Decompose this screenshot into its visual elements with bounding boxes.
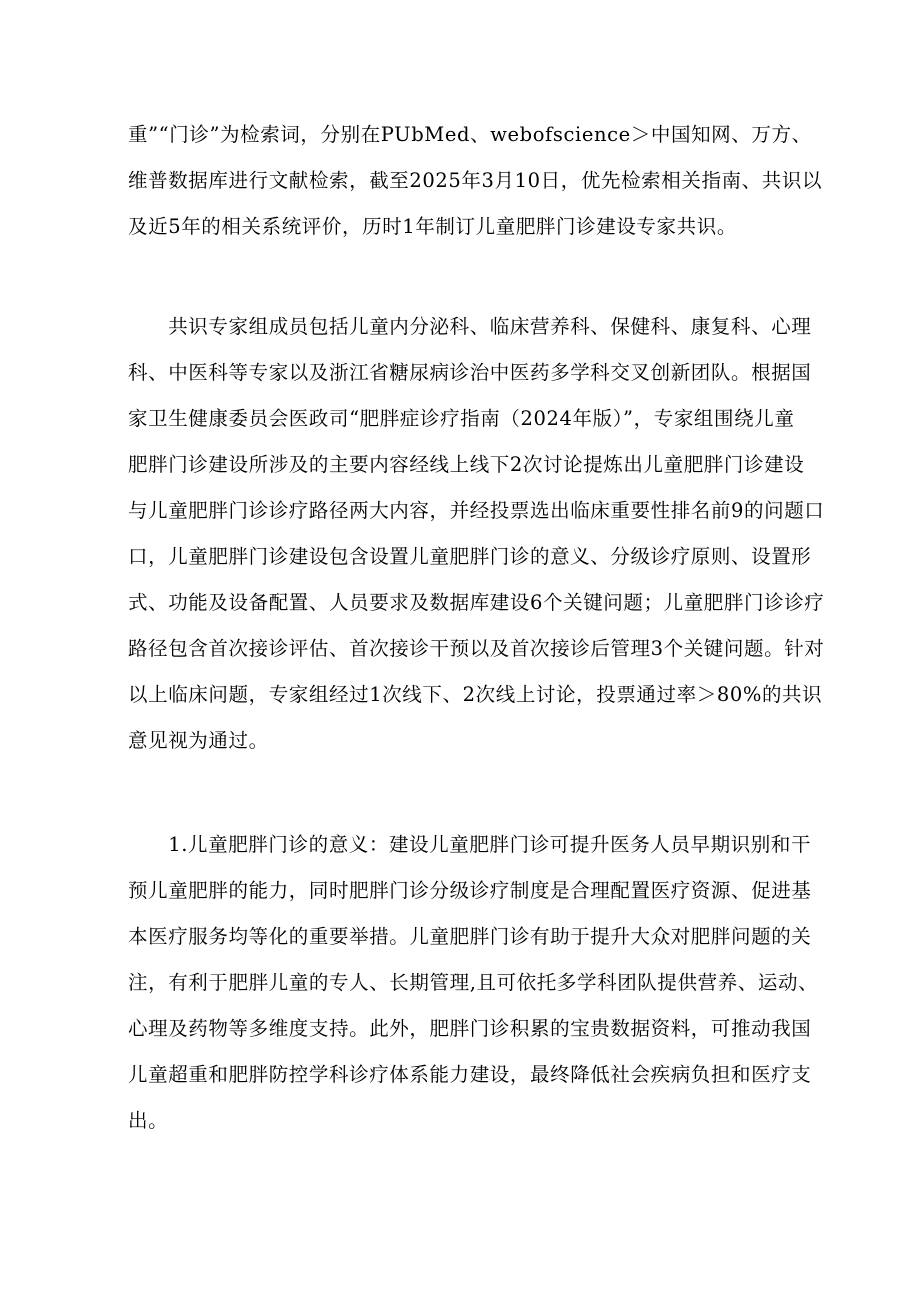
text-line: 儿童超重和肥胖防控学科诊疗体系能力建设，最终降低社会疾病负担和医疗支 [128,1063,812,1086]
paragraph-search-method [128,112,828,250]
text-line: 及近5年的相关系统评价，历时1年制订儿童肥胖门诊建设专家共识。 [128,215,737,238]
text-line: 肥胖门诊建设所涉及的主要内容经线上线下2次讨论提炼出儿童肥胖门诊建设 [128,453,805,476]
text-line: 路径包含首次接诊评估、首次接诊干预以及首次接诊后管理3个关键问题。针对 [128,637,825,660]
text-line: 出。 [128,1109,169,1132]
paragraph-clinic-significance [128,822,828,1144]
text-line: 重”“门诊”为检索词，分别在PUbMed、webofscience＞中国知网、万方、 [128,123,812,146]
text-line: 注，有利于肥胖儿童的专人、长期管理,且可依托多学科团队提供营养、运动、 [128,971,819,994]
text-line: 共识专家组成员包括儿童内分泌科、临床营养科、保健科、康复科、心理 [128,315,812,338]
text-line: 科、中医科等专家以及浙江省糖尿病诊治中医药多学科交叉创新团队。根据国 [128,361,812,384]
text-line: 意见视为通过。 [128,729,269,752]
text-line: 与儿童肥胖门诊诊疗路径两大内容，并经投票选出临床重要性排名前9的问题口 [128,499,825,522]
text-line: 1.儿童肥胖门诊的意义：建设儿童肥胖门诊可提升医务人员早期识别和干 [128,833,812,856]
text-line: 口，儿童肥胖门诊建设包含设置儿童肥胖门诊的意义、分级诊疗原则、设置形 [128,545,812,568]
paragraph-expert-group [128,304,828,764]
text-line: 以上临床问题，专家组经过1次线下、2次线上讨论，投票通过率＞80%的共识 [128,683,823,706]
text-line: 维普数据库进行文献检索，截至2025年3月10日，优先检索相关指南、共识以 [128,169,823,192]
text-line: 心理及药物等多维度支持。此外，肥胖门诊积累的宝贵数据资料，可推动我国 [128,1017,812,1040]
text-line: 本医疗服务均等化的重要举措。儿童肥胖门诊有助于提升大众对肥胖问题的关 [128,925,812,948]
text-line: 家卫生健康委员会医政司“肥胖症诊疗指南（2024年版）”，专家组围绕儿童 [128,407,795,430]
text-line: 式、功能及设备配置、人员要求及数据库建设6个关键问题；儿童肥胖门诊诊疗 [128,591,825,614]
text-line: 预儿童肥胖的能力，同时肥胖门诊分级诊疗制度是合理配置医疗资源、促进基 [128,879,812,902]
